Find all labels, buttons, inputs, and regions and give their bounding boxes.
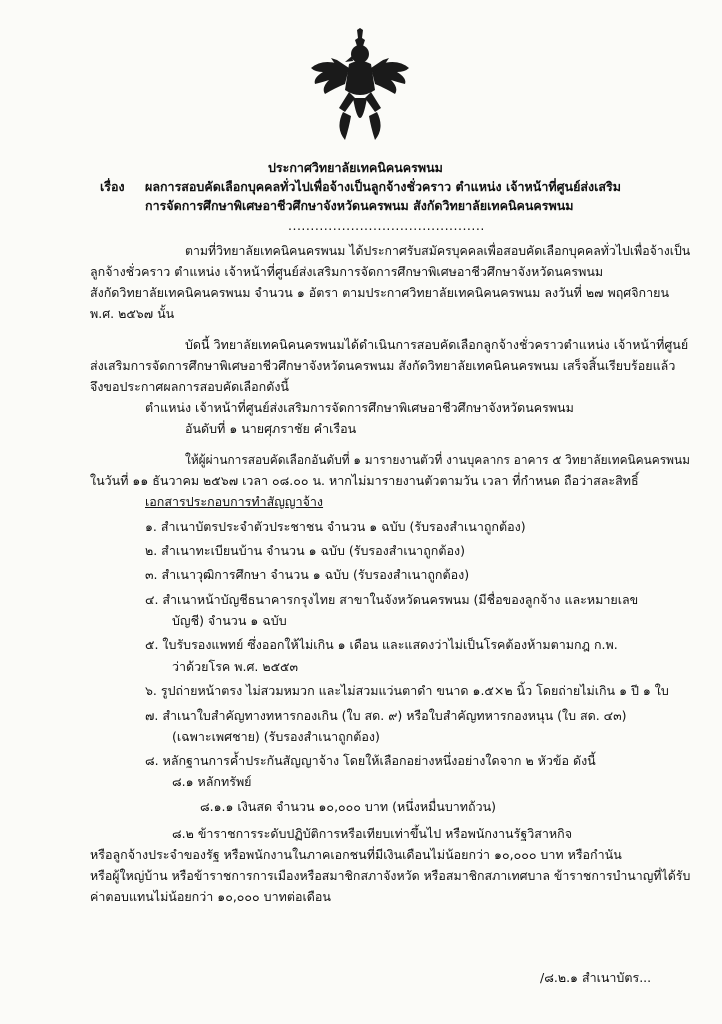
rank-line: อันดับที่ ๑ นายศุภราชัย คำเรือน bbox=[185, 421, 357, 436]
p3-line-2: ในวันที่ ๑๑ ธันวาคม ๒๕๖๗ เวลา ๐๘.๐๐ น. หากไม่มารายงานตัวตามวัน เวลา ที่กำหนด ถือว่าสละสิทธิ์ bbox=[90, 473, 639, 488]
p2-line-1: บัดนี้ วิทยาลัยเทคนิคนครพนมได้ดำเนินการสอบคัดเลือกลูกจ้างชั่วคราวตำแหน่ง เจ้าหน้าที่ศูนย์ bbox=[185, 337, 689, 352]
doc-item-5-cont: ว่าด้วยโรค พ.ศ. ๒๕๕๓ bbox=[172, 659, 299, 674]
p3-line-1: ให้ผู้ผ่านการสอบคัดเลือกอันดับที่ ๑ มารายงานตัวที่ งานบุคลากร อาคาร ๕ วิทยาลัยเทคนิคนครพนม bbox=[185, 452, 691, 467]
doc-item-8-1: ๘.๑ หลักทรัพย์ bbox=[172, 774, 252, 789]
p4-line-3: หรือผู้ใหญ่บ้าน หรือข้าราชการการเมืองหรือสมาชิกสภาจังหวัด หรือสมาชิกสภาเทศบาล ข้าราชการบำนาญที่ได้รับ bbox=[90, 868, 691, 883]
subject-label: เรื่อง bbox=[100, 179, 125, 194]
doc-item-1: ๑. สำเนาบัตรประจำตัวประชาชน จำนวน ๑ ฉบับ (รับรองสำเนาถูกต้อง) bbox=[145, 519, 526, 534]
p2-line-3: จึงขอประกาศผลการสอบคัดเลือกดังนี้ bbox=[90, 379, 289, 394]
doc-item-6: ๖. รูปถ่ายหน้าตรง ไม่สวมหมวก และไม่สวมแว่นตาดำ ขนาด ๑.๕×๒ นิ้ว โดยถ่ายไม่เกิน ๑ ปี ๑ ใบ bbox=[145, 683, 669, 698]
docs-heading: เอกสารประกอบการทำสัญญาจ้าง bbox=[145, 494, 324, 509]
doc-item-4-cont: บัญชี) จำนวน ๑ ฉบับ bbox=[172, 613, 287, 628]
subject-line-1: ผลการสอบคัดเลือกบุคคลทั่วไปเพื่อจ้างเป็นลูกจ้างชั่วคราว ตำแหน่ง เจ้าหน้าที่ศูนย์ส่งเสริม bbox=[145, 179, 621, 194]
subject-line-2: การจัดการศึกษาพิเศษอาชีวศึกษาจังหวัดนครพนม สังกัดวิทยาลัยเทคนิคนครพนม bbox=[145, 198, 574, 213]
p1-line-2: ลูกจ้างชั่วคราว ตำแหน่ง เจ้าหน้าที่ศูนย์ส่งเสริมการจัดการศึกษาพิเศษอาชีวศึกษาจังหวัดนครพนม bbox=[90, 264, 604, 279]
org-title: ประกาศวิทยาลัยเทคนิคนครพนม bbox=[268, 160, 443, 175]
doc-item-7-cont: (เฉพาะเพศชาย) (รับรองสำเนาถูกต้อง) bbox=[172, 729, 380, 744]
p2-line-2: ส่งเสริมการจัดการศึกษาพิเศษอาชีวศึกษาจังหวัดนครพนม สังกัดวิทยาลัยเทคนิคนครพนม เสร็จสิ้นเรียบร้อยแล้ว bbox=[90, 358, 676, 373]
doc-item-8: ๘. หลักฐานการค้ำประกันสัญญาจ้าง โดยให้เลือกอย่างหนึ่งอย่างใดจาก ๒ หัวข้อ ดังนี้ bbox=[145, 753, 596, 768]
doc-item-7: ๗. สำเนาใบสำคัญทางทหารกองเกิน (ใบ สด. ๙) หรือใบสำคัญทหารกองหนุน (ใบ สด. ๔๓) bbox=[145, 708, 627, 723]
p4-line-1: ๘.๒ ข้าราชการระดับปฏิบัติการหรือเทียบเท่าขึ้นไป หรือพนักงานรัฐวิสาหกิจ bbox=[172, 826, 573, 841]
p1-line-1: ตามที่วิทยาลัยเทคนิคนครพนม ได้ประกาศรับสมัครบุคคลเพื่อสอบคัดเลือกบุคคลทั่วไปเพื่อจ้างเป็น bbox=[185, 243, 691, 258]
p4-line-4: ค่าตอบแทนไม่น้อยกว่า ๑๐,๐๐๐ บาทต่อเดือน bbox=[90, 889, 331, 904]
continued-note: /๘.๒.๑ สำเนาบัตร... bbox=[540, 970, 652, 985]
position-line: ตำแหน่ง เจ้าหน้าที่ศูนย์ส่งเสริมการจัดการศึกษาพิเศษอาชีวศึกษาจังหวัดนครพนม bbox=[145, 400, 574, 415]
doc-item-5: ๕. ใบรับรองแพทย์ ซึ่งออกให้ไม่เกิน ๑ เดือน และแสดงว่าไม่เป็นโรคต้องห้ามตามกฎ ก.พ. bbox=[145, 637, 618, 652]
doc-item-4: ๔. สำเนาหน้าบัญชีธนาคารกรุงไทย สาขาในจังหวัดนครพนม (มีชื่อของลูกจ้าง และหมายเลข bbox=[145, 592, 639, 607]
p1-line-3: สังกัดวิทยาลัยเทคนิคนครพนม จำนวน ๑ อัตรา ตามประกาศวิทยาลัยเทคนิคนครพนม ลงวันที่ ๒๗ พฤศจิกายน bbox=[90, 285, 669, 300]
divider-dots: ............................................ bbox=[288, 218, 485, 233]
p1-line-4: พ.ศ. ๒๕๖๗ นั้น bbox=[90, 306, 175, 321]
garuda-emblem-icon bbox=[305, 28, 415, 143]
doc-item-8-1-1: ๘.๑.๑ เงินสด จำนวน ๑๐,๐๐๐ บาท (หนึ่งหมื่นบาทถ้วน) bbox=[200, 799, 497, 814]
p4-line-2: หรือลูกจ้างประจำของรัฐ หรือพนักงานในภาคเอกชนที่มีเงินเดือนไม่น้อยกว่า ๑๐,๐๐๐ บาท หรือกำนัน bbox=[90, 847, 622, 862]
doc-item-3: ๓. สำเนาวุฒิการศึกษา จำนวน ๑ ฉบับ (รับรองสำเนาถูกต้อง) bbox=[145, 567, 470, 582]
doc-item-2: ๒. สำเนาทะเบียนบ้าน จำนวน ๑ ฉบับ (รับรองสำเนาถูกต้อง) bbox=[145, 543, 465, 558]
